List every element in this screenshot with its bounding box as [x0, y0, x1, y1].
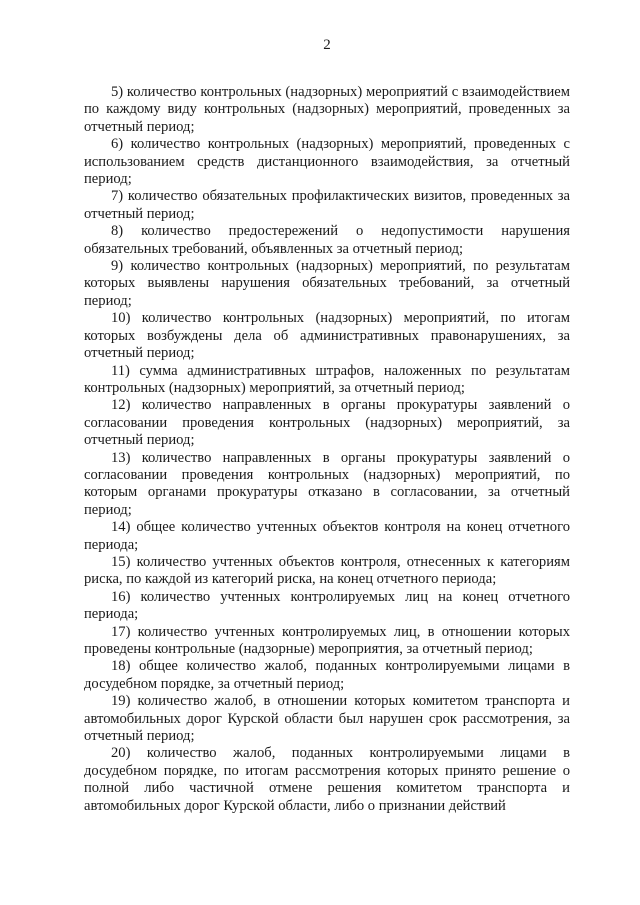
page-number: 2 [323, 37, 331, 53]
list-item: 6) количество контрольных (надзорных) мероприятий, проведенных с использованием средств дистанционного взаимодействия, за отчетный период; [84, 136, 570, 188]
list-item: 14) общее количество учтенных объектов контроля на конец отчетного периода; [84, 519, 570, 553]
list-item: 10) количество контрольных (надзорных) мероприятий, по итогам которых возбуждены дела об административных правонарушениях, за отчетный период; [84, 310, 570, 362]
list-item: 16) количество учтенных контролируемых лиц на конец отчетного периода; [84, 588, 570, 623]
list-item: 8) количество предостережений о недопустимости нарушения обязательных требований, объявленных за отчетный период; [84, 223, 570, 257]
list-item: 5) количество контрольных (надзорных) мероприятий с взаимодействием по каждому виду контрольных (надзорных) мероприятий, проведенных за отчетный период; [84, 84, 570, 135]
list-item: 7) количество обязательных профилактических визитов, проведенных за отчетный период; [84, 188, 570, 222]
list-item: 15) количество учтенных объектов контроля, отнесенных к категориям риска, по каждой из категорий риска, на конец отчетного периода; [84, 553, 570, 588]
item-list [84, 84, 570, 815]
list-item: 12) количество направленных в органы прокуратуры заявлений о согласовании проведения контрольных (надзорных) мероприятий, за отчетный период; [84, 397, 570, 449]
list-item: 19) количество жалоб, в отношении которых комитетом транспорта и автомобильных дорог Курской области был нарушен срок рассмотрения, за отчетный период; [84, 693, 570, 745]
list-item: 17) количество учтенных контролируемых лиц, в отношении которых проведены контрольные (надзорные) мероприятия, за отчетный период; [84, 623, 570, 657]
list-item: 18) общее количество жалоб, поданных контролируемыми лицами в досудебном порядке, за отчетный период; [84, 658, 570, 692]
list-item: 13) количество направленных в органы прокуратуры заявлений о согласовании проведения контрольных (надзорных) мероприятий, по которым органами прокуратуры отказано в согласовании, за отчетный период; [84, 449, 570, 518]
list-item: 9) количество контрольных (надзорных) мероприятий, по результатам которых выявлены нарушения обязательных требований, за отчетный период; [84, 258, 570, 309]
list-item: 11) сумма административных штрафов, наложенных по результатам контрольных (надзорных) мероприятий, за отчетный период; [84, 362, 570, 396]
list-item: 20) количество жалоб, поданных контролируемыми лицами в досудебном порядке, по итогам рассмотрения которых принято решение о полной либо частичной отмене решения комитетом транспорта и автомобильных дорог Курской области, либо о признании действий [84, 745, 570, 814]
